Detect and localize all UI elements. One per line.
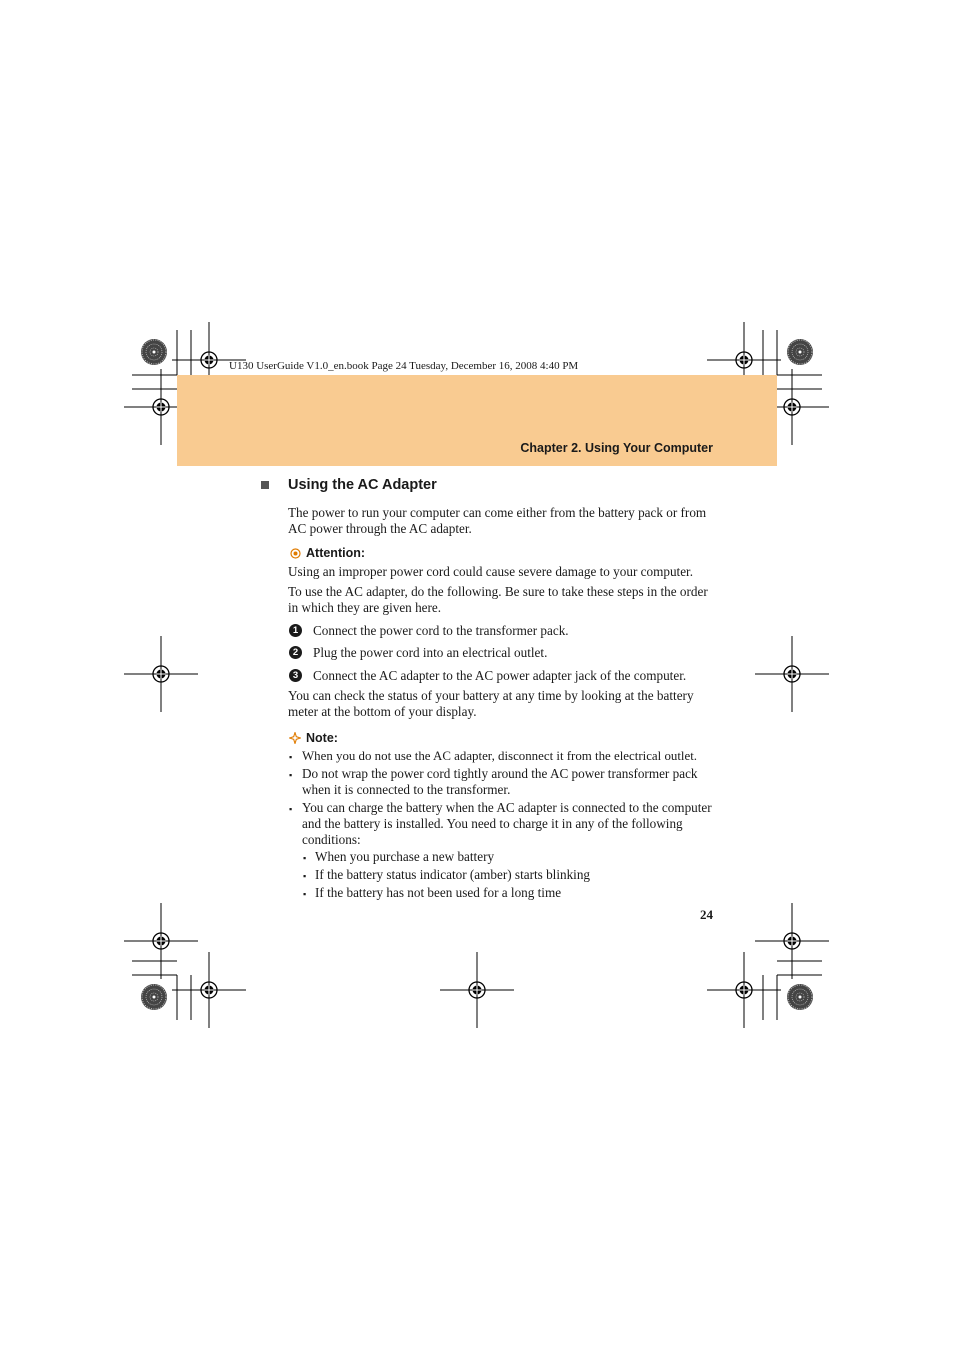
note-item: Do not wrap the power cord tightly around the AC power transformer pack when it is connected to the transformer. xyxy=(302,766,698,797)
note-sub-item: If the battery has not been used for a long time xyxy=(315,885,562,900)
section-bullet-icon xyxy=(261,481,269,489)
bullet-icon: ▪ xyxy=(289,804,293,814)
attention-text: Using an improper power cord could cause severe damage to your computer. xyxy=(288,564,694,579)
sub-bullet-icon: ▪ xyxy=(303,853,307,863)
bullet-icon: ▪ xyxy=(289,770,293,780)
step-number: 3 xyxy=(289,669,302,682)
bullet-icon: ▪ xyxy=(289,752,293,762)
note-icon xyxy=(289,732,301,744)
page-number: 24 xyxy=(700,907,713,922)
attention-label: Attention: xyxy=(306,546,366,560)
section-title: Using the AC Adapter xyxy=(288,477,437,493)
instructions-intro: To use the AC adapter, do the following. Be sure to take these steps in the order in which they are given here. xyxy=(288,584,708,615)
step-text: Connect the AC adapter to the AC power adapter jack of the computer. xyxy=(313,668,687,683)
chapter-title: Chapter 2. Using Your Computer xyxy=(520,441,713,455)
note-item: You can charge the battery when the AC adapter is connected to the computer and the battery is installed. You need to charge it in any of the following conditions: xyxy=(302,800,712,847)
step-text: Connect the power cord to the transformer pack. xyxy=(313,623,569,638)
step-number: 2 xyxy=(289,646,302,659)
note-item: When you do not use the AC adapter, disconnect it from the electrical outlet. xyxy=(302,749,698,763)
attention-icon xyxy=(290,548,301,559)
note-label: Note: xyxy=(306,731,338,745)
step-number: 1 xyxy=(289,624,302,637)
sub-bullet-icon: ▪ xyxy=(303,889,307,899)
step-text: Plug the power cord into an electrical outlet. xyxy=(313,645,548,660)
status-paragraph: You can check the status of your battery at any time by looking at the battery meter at the bottom of your display. xyxy=(288,688,694,719)
print-info-line: U130 UserGuide V1.0_en.book Page 24 Tuesday, December 16, 2008 4:40 PM xyxy=(229,360,579,372)
note-sub-item: When you purchase a new battery xyxy=(315,849,495,864)
intro-paragraph: The power to run your computer can come either from the battery pack or from AC power through the AC adapter. xyxy=(288,505,707,536)
sub-bullet-icon: ▪ xyxy=(303,871,307,881)
note-sub-item: If the battery status indicator (amber) starts blinking xyxy=(315,867,591,882)
